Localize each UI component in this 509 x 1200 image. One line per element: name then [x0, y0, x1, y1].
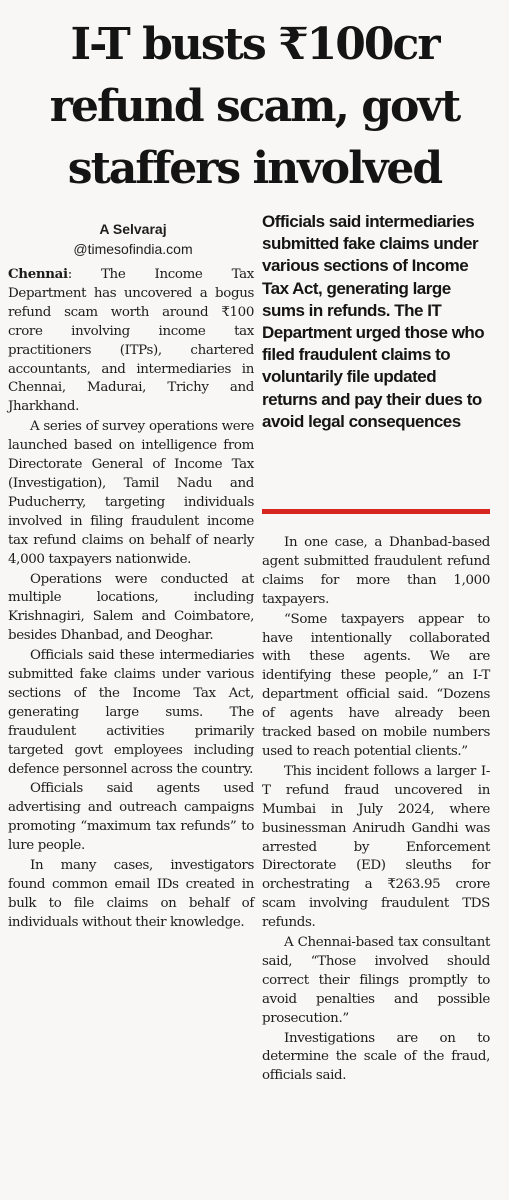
left-column: [8, 265, 254, 934]
byline-author: A Selvaraj: [99, 221, 167, 237]
headline-line-1: I-T busts ₹100cr: [70, 19, 439, 70]
pull-quote: Officials said intermediaries submitted fake claims under various sections of Income Tax Act, generating large sums in refunds. The IT Department urged those who filed fraudulent claims to voluntarily file updated returns and pay their dues to avoid legal consequences: [262, 212, 485, 431]
body-paragraph: Investigations are on to determine the scale of the fraud, officials said.: [262, 1030, 490, 1084]
lead-paragraph-text: : The Income Tax Department has uncovered a bogus refund scam worth around ₹100 crore involving income tax practitioners (ITPs), chartered accountants, and intermediaries in Chennai, Madurai, Trichy and Jharkhand.: [8, 267, 254, 415]
byline: [8, 219, 258, 259]
body-paragraph: This incident follows a larger I-T refund fraud uncovered in Mumbai in July 2024, where businessman Anirudh Gandhi was arrested by Enforcement Directorate (ED) sleuths for orchestrating a ₹263.95 crore scam involving fraudulent TDS refunds.: [262, 763, 490, 931]
body-paragraph: Officials said these intermediaries submitted fake claims under various sections of the Income Tax Act, generating large sums. The fraudulent activities primarily targeted govt employees including defence personnel across the country.: [8, 648, 254, 777]
body-paragraph: In one case, a Dhanbad-based agent submitted fraudulent refund claims for more than 1,000 taxpayers.: [262, 535, 490, 607]
body-paragraph: In many cases, investigators found common email IDs created in bulk to file claims on behalf of individuals without their knowledge.: [8, 858, 254, 930]
lead-paragraph: [8, 265, 254, 417]
headline: [6, 14, 503, 200]
pull-quote-rule: [262, 509, 490, 514]
body-paragraph: “Some taxpayers appear to have intentionally collaborated with these agents. We are identifying these people,” an I-T department official said. “Dozens of agents have already been tracked based on mobile numbers used to reach potential clients.”: [262, 611, 490, 759]
headline-line-3: staffers involved: [67, 143, 442, 194]
body-paragraph: A Chennai-based tax consultant said, “Those involved should correct their filings promptly to avoid penalties and possible prosecution.”: [262, 935, 490, 1026]
dateline: Chennai: [8, 266, 68, 282]
body-paragraph: Operations were conducted at multiple locations, including Krishnagiri, Salem and Coimbatore, besides Dhanbad, and Deoghar.: [8, 571, 254, 644]
body-paragraph: Officials said agents used advertising and outreach campaigns promoting “maximum tax refunds” to lure people.: [8, 781, 254, 854]
right-column: [262, 534, 490, 1087]
byline-handle: @timesofindia.com: [73, 241, 193, 257]
body-paragraph: A series of survey operations were launched based on intelligence from Directorate General of Income Tax (Investigation), Tamil Nadu and Puducherry, targeting individuals involved in filing fraudulent income tax refund claims on behalf of nearly 4,000 taxpayers nationwide.: [8, 419, 254, 567]
headline-line-2: refund scam, govt: [49, 81, 460, 132]
